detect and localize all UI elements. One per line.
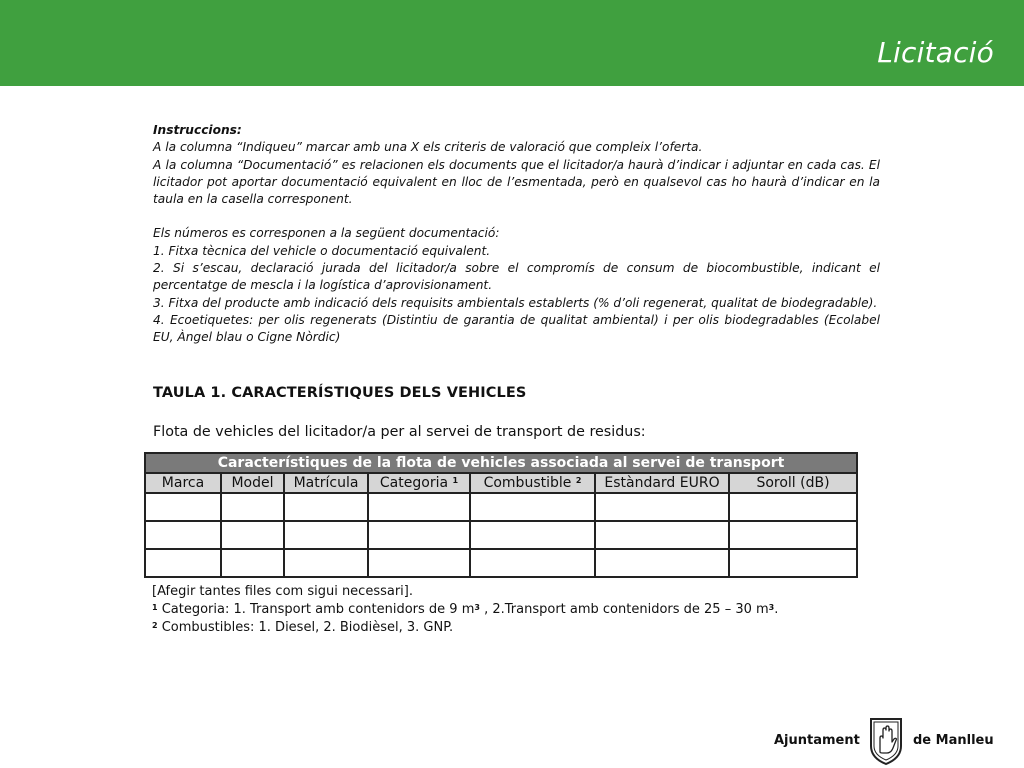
table-cell [145,521,221,549]
table-cell [221,549,284,577]
footnote-1-text: Categoria: 1. Transport amb contenidors de 9 m [157,602,475,617]
table-cell [145,493,221,521]
table-cell [470,521,595,549]
instruction-line: A la columna “Documentació” es relacionen els documents que el licitador/a haurà d’indicar i adjuntar en cada cas. El licitador pot aportar documentació equivalent en lloc de l’esmentada, però en qualsevol cas ho haurà d’indicar en la taula en la casella corresponent. [153,157,880,207]
numbers-intro: Els números es corresponen a la següent documentació: [153,226,500,241]
footnote-1-exp: 3 [474,603,480,612]
numbered-item: 4. Ecoetiquetes: per olis regenerats (Distintiu de garantia de qualitat ambiental) i per olis biodegradables (Ecolabel EU, Àngel blau o Cigne Nòrdic) [153,312,880,345]
table-cell [284,493,368,521]
column-header-matricula: Matrícula [284,473,368,493]
table-cell [284,549,368,577]
footnote-1-text: , 2.Transport amb contenidors de 25 – 30 m [479,602,769,617]
table-row [145,521,857,549]
column-header-categoria-label: Categoria [379,475,449,491]
footnote-1-exp: 3 [768,603,775,612]
footer-text-right: de Manlleu [913,733,994,748]
table-cell [595,549,729,577]
table-cell [595,493,729,521]
instructions-heading: Instruccions: [153,123,242,137]
column-header-combustible-label: Combustible [483,475,572,491]
add-rows-note: [Afegir tantes files com sigui necessari]. [152,584,413,599]
column-header-combustible [470,473,595,493]
table-cell [729,493,857,521]
footnote-2 [152,619,778,637]
table-cell [368,493,470,521]
instructions-block [153,122,880,347]
table-cell [470,493,595,521]
numbered-item: 3. Fitxa del producte amb indicació dels requisits ambientals establerts (% d’oli regenerat, qualitat de biodegradable). [153,295,878,310]
table-row [145,549,857,577]
footnote-1-marker: 1 [152,603,158,612]
fleet-table [144,452,858,578]
header-bar [0,0,1024,86]
instruction-line: A la columna “Indiqueu” marcar amb una X els criteris de valoració que compleix l’oferta. [153,140,703,155]
numbered-item: 1. Fitxa tècnica del vehicle o documentació equivalent. [153,243,491,258]
fleet-description: Flota de vehicles del licitador/a per al servei de transport de residus: [153,424,646,440]
table-row [145,493,857,521]
column-header-categoria [368,473,470,493]
numbered-item: 2. Si s’escau, declaració jurada del licitador/a sobre el compromís de consum de biocombustible, indicant el percentatge de mescla i la logística d’aprovisionament. [153,261,880,293]
table-cell [595,521,729,549]
table-cell [368,549,470,577]
footnote-1-text: . [774,602,779,617]
table-cell [221,521,284,549]
footer-text-left: Ajuntament [774,733,860,748]
column-header-euro: Estàndard EURO [595,473,729,493]
superscript-2: 2 [575,476,582,485]
table-banner: Característiques de la flota de vehicles associada al servei de transport [145,453,857,473]
table-cell [368,521,470,549]
column-header-soroll: Soroll (dB) [729,473,857,493]
page-title: Licitació [877,36,994,69]
table-cell [284,521,368,549]
column-header-marca: Marca [145,473,221,493]
footnote-1 [152,601,778,619]
table-cell [470,549,595,577]
footnote-2-text: Combustibles: 1. Diesel, 2. Biodièsel, 3. GNP. [157,620,454,635]
column-header-model: Model [221,473,284,493]
table-cell [729,549,857,577]
table-cell [729,521,857,549]
table-cell [221,493,284,521]
table-title: TAULA 1. CARACTERÍSTIQUES DELS VEHICLES [153,385,527,401]
table-notes [152,583,778,637]
footnote-2-marker: 2 [152,621,158,630]
superscript-1: 1 [452,476,459,485]
table-cell [145,549,221,577]
shield-hand-icon [868,716,904,766]
footer-logo [774,714,1000,766]
